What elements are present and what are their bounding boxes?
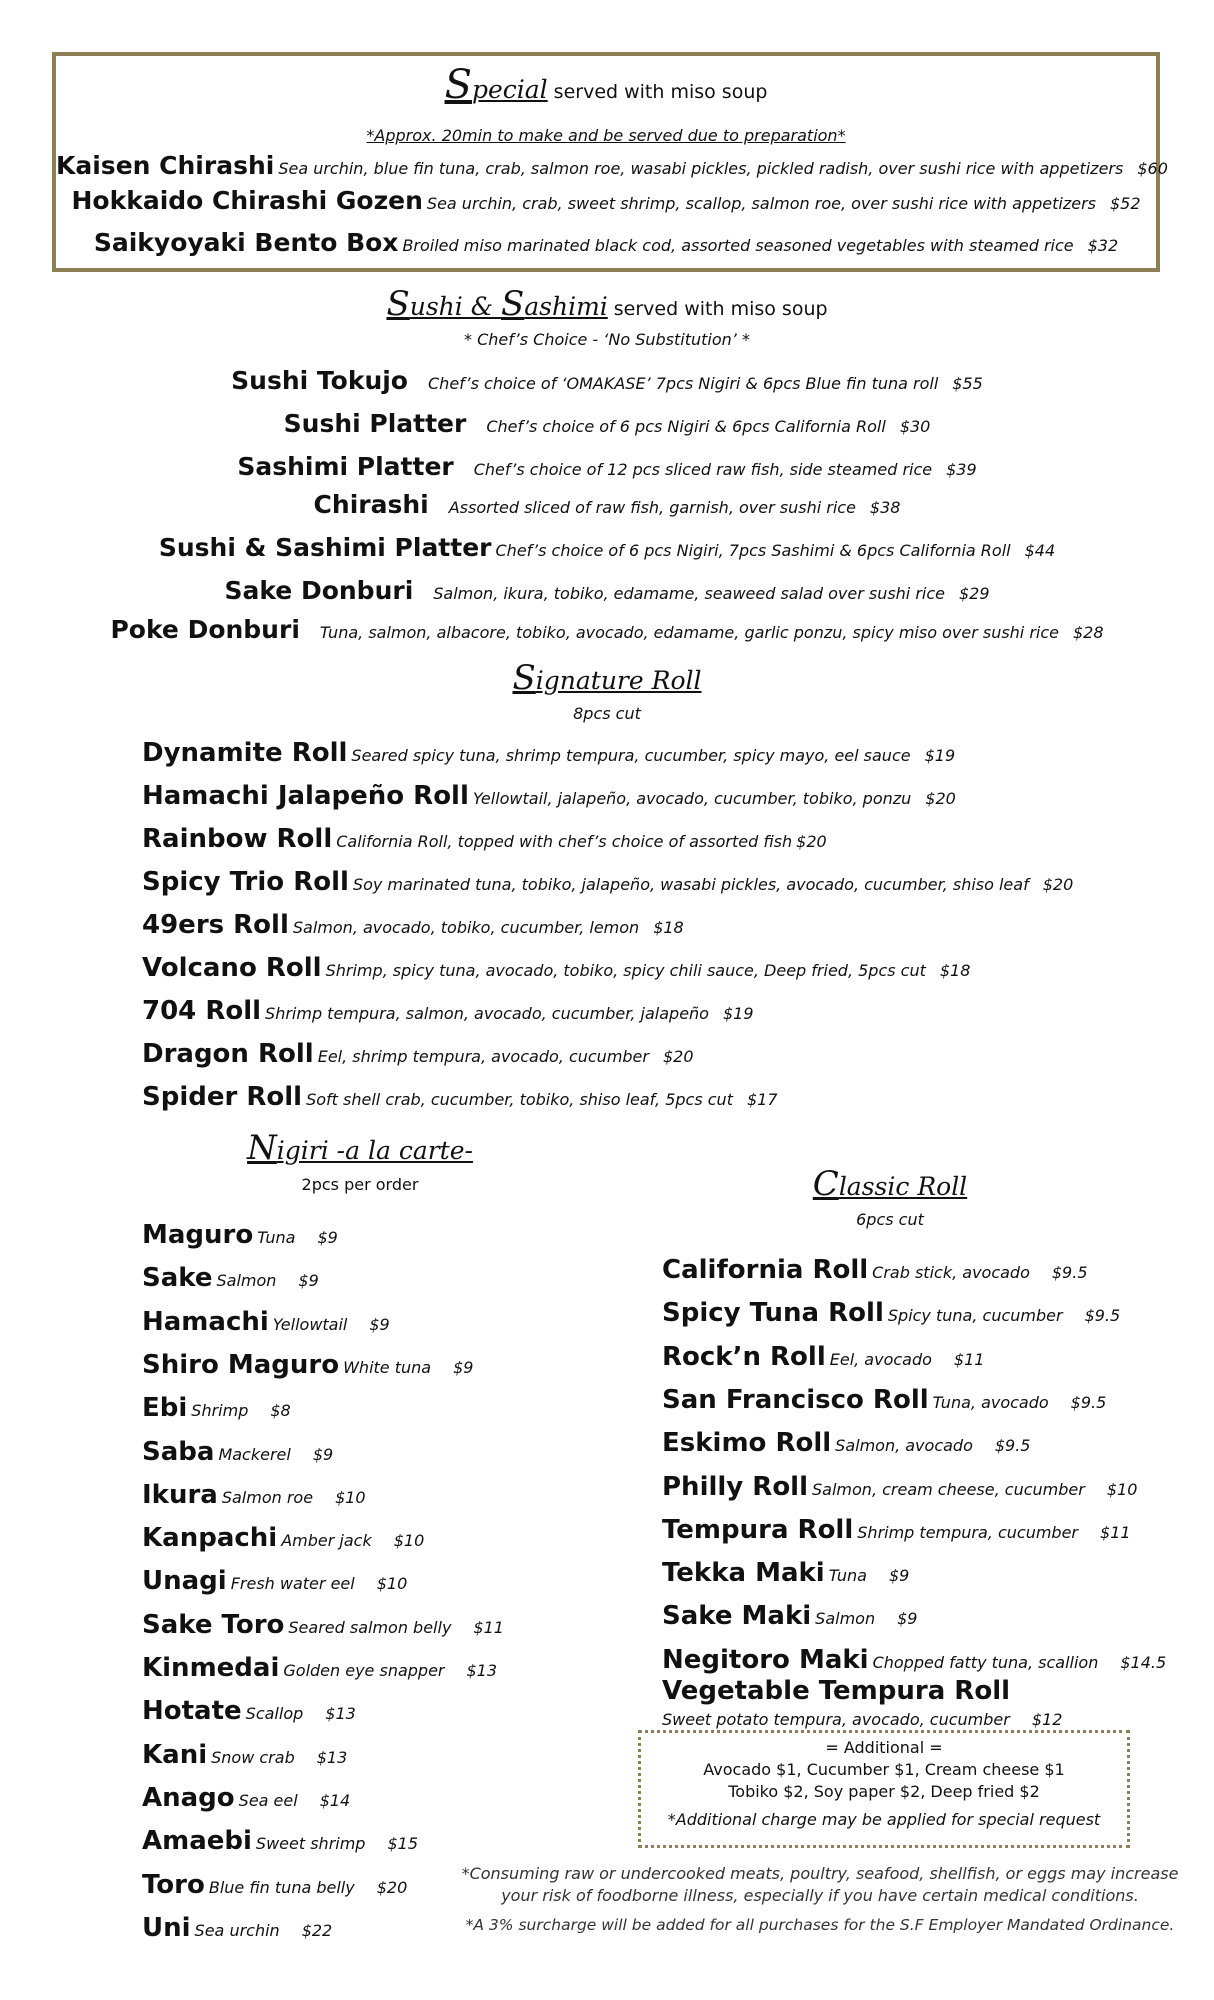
menu-item	[662, 1601, 917, 1631]
item-price: $9	[298, 1271, 319, 1291]
menu-item	[142, 1566, 407, 1596]
item-name: Kaisen Chirashi	[56, 151, 275, 180]
item-price: $52	[1109, 194, 1141, 213]
menu-item	[662, 1645, 1166, 1675]
menu-item	[142, 824, 827, 854]
item-price: $60	[1137, 159, 1168, 178]
item-name: Philly Roll	[662, 1471, 809, 1502]
item-price: $28	[1073, 623, 1104, 642]
item-name: Ikura	[142, 1479, 218, 1510]
menu-item	[0, 452, 1214, 481]
item-price: $11	[953, 1349, 985, 1369]
item-price: $20	[376, 1877, 408, 1897]
item-name: Dynamite Roll	[142, 738, 348, 768]
menu-item	[142, 1740, 347, 1770]
item-price: $9.5	[1051, 1263, 1088, 1282]
item-price: $19	[924, 746, 956, 765]
item-desc: Amber jack	[281, 1531, 372, 1551]
item-name: Kanpachi	[142, 1523, 278, 1554]
menu-item	[142, 738, 955, 768]
item-price: $10	[1106, 1479, 1138, 1499]
sushi-note: * Chef’s Choice - ‘No Substitution’ *	[464, 330, 750, 349]
item-price: $10	[393, 1531, 425, 1551]
item-desc: Shrimp tempura, salmon, avocado, cucumber, jalapeño	[265, 1004, 709, 1023]
special-section	[52, 52, 1168, 272]
item-name: Sushi Tokujo	[231, 366, 408, 395]
item-desc: Sea urchin	[194, 1920, 280, 1940]
item-name: Vegetable Tempura Roll	[662, 1676, 1011, 1706]
special-note: *Approx. 20min to make and be served due to preparation*	[366, 126, 846, 145]
item-desc: Chef’s choice of 12 pcs sliced raw fish, side steamed rice	[473, 460, 933, 479]
item-desc: Salmon, avocado, tobiko, cucumber, lemon	[292, 918, 640, 937]
item-name: Shiro Maguro	[142, 1349, 340, 1380]
item-name: Sake	[142, 1263, 213, 1294]
item-desc: Mackerel	[218, 1444, 291, 1464]
signature-note: 8pcs cut	[573, 704, 641, 723]
item-price: $13	[466, 1661, 498, 1680]
item-name: Rainbow Roll	[142, 824, 333, 854]
item-desc: Fresh water eel	[230, 1574, 355, 1594]
item-desc: Chopped fatty tuna, scallion	[872, 1652, 1099, 1672]
menu-item	[142, 1437, 333, 1467]
item-name: Sake Maki	[662, 1601, 812, 1632]
nigiri-title	[160, 1128, 560, 1168]
item-desc: Tuna, salmon, albacore, tobiko, avocado, edamame, garlic ponzu, spicy miso over sushi rice	[319, 623, 1059, 642]
item-price: $22	[301, 1920, 333, 1940]
item-price: $20	[662, 1047, 694, 1066]
additional-line: Avocado $1, Cucumber $1, Cream cheese $1	[703, 1760, 1065, 1779]
item-name: Spicy Tuna Roll	[662, 1298, 884, 1329]
item-price: $32	[1087, 236, 1119, 255]
item-price: $9.5	[1084, 1306, 1121, 1326]
item-name: Hamachi	[142, 1306, 269, 1337]
item-desc: Broiled miso marinated black cod, assorted seasoned vegetables with steamed rice	[402, 236, 1074, 255]
item-name: Hotate	[142, 1696, 242, 1727]
menu-item	[0, 490, 1214, 519]
menu-item	[0, 533, 1214, 562]
item-desc: Chef’s choice of 6 pcs Nigiri & 6pcs California Roll	[486, 417, 886, 436]
item-desc: Salmon roe	[221, 1487, 314, 1507]
sashimi-title-cap: S	[500, 284, 525, 324]
item-price: $18	[939, 961, 971, 980]
item-name: Kinmedai	[142, 1653, 280, 1683]
additional-note: *Additional charge may be applied for special request	[667, 1810, 1101, 1829]
item-price: $9	[312, 1444, 334, 1464]
item-desc: Sweet potato tempura, avocado, cucumber	[662, 1710, 1010, 1729]
menu-item	[142, 1082, 778, 1112]
item-price: $44	[1024, 541, 1056, 560]
item-desc: Sweet shrimp	[255, 1834, 366, 1854]
item-name: Chirashi	[313, 490, 429, 519]
item-price: $9	[369, 1314, 390, 1334]
menu-item	[142, 1480, 366, 1510]
item-name: Negitoro Maki	[662, 1644, 869, 1675]
item-desc: Sea eel	[238, 1790, 298, 1810]
menu-item	[662, 1676, 1010, 1706]
sushi-subtitle: served with miso soup	[613, 298, 828, 320]
item-desc: Assorted sliced of raw fish, garnish, over sushi rice	[448, 498, 856, 517]
item-desc: Tuna, avocado	[932, 1392, 1049, 1412]
menu-item	[142, 1696, 356, 1726]
item-price: $38	[869, 498, 901, 517]
menu-item	[142, 1913, 332, 1943]
menu-item	[662, 1342, 984, 1372]
item-price: $13	[325, 1704, 356, 1724]
item-desc: Salmon, ikura, tobiko, edamame, seaweed salad over sushi rice	[433, 584, 945, 603]
classic-title-rest: lassic Roll	[838, 1172, 968, 1201]
item-price: $20	[925, 789, 956, 808]
item-desc: Salmon	[216, 1271, 277, 1291]
item-name: Saba	[142, 1436, 215, 1467]
menu-item	[0, 576, 1214, 605]
item-desc: Soft shell crab, cucumber, tobiko, shiso leaf, 5pcs cut	[306, 1090, 733, 1109]
additional-line: Tobiko $2, Soy paper $2, Deep fried $2	[728, 1782, 1040, 1801]
item-price: $10	[335, 1487, 366, 1507]
item-desc: Sea urchin, blue fin tuna, crab, salmon roe, wasabi pickles, pickled radish, over sushi rice with appetizers	[278, 159, 1124, 178]
sashimi-title-rest: ashimi	[524, 292, 608, 321]
item-name: Spider Roll	[142, 1082, 303, 1112]
item-desc: Shrimp, spicy tuna, avocado, tobiko, spicy chili sauce, Deep fried, 5pcs cut	[325, 961, 926, 980]
item-name: Saikyoyaki Bento Box	[93, 228, 399, 257]
menu-item	[142, 1826, 418, 1856]
item-desc: Eel, shrimp tempura, avocado, cucumber	[317, 1047, 649, 1066]
menu-item-detail	[662, 1710, 1062, 1730]
raw-food-warning-2: your risk of foodborne illness, especially if you have certain medical conditions.	[501, 1886, 1139, 1905]
item-price: $17	[746, 1090, 778, 1109]
item-name: Ebi	[142, 1393, 188, 1424]
menu-item	[662, 1255, 1088, 1285]
item-name: Tekka Maki	[662, 1558, 825, 1589]
surcharge-note: *A 3% surcharge will be added for all purchases for the S.F Employer Mandated Ordinance.	[465, 1916, 1175, 1934]
item-name: Rock’n Roll	[662, 1341, 826, 1372]
item-price: $9	[897, 1609, 918, 1629]
item-price: $9.5	[994, 1436, 1031, 1456]
item-name: Sushi & Sashimi Platter	[158, 533, 492, 562]
item-desc: Blue fin tuna belly	[208, 1877, 355, 1897]
item-desc: Spicy tuna, cucumber	[887, 1306, 1063, 1326]
menu-item	[0, 409, 1214, 438]
menu-item	[662, 1298, 1120, 1328]
item-desc: Salmon, cream cheese, cucumber	[812, 1479, 1085, 1499]
item-name: Eskimo Roll	[662, 1428, 832, 1459]
item-name: California Roll	[662, 1255, 869, 1285]
sushi-title-cap: S	[386, 284, 410, 324]
item-name: San Francisco Roll	[662, 1384, 929, 1415]
menu-item	[56, 186, 1156, 215]
menu-item	[142, 953, 970, 983]
signature-title	[0, 658, 1214, 698]
item-desc: Salmon	[815, 1609, 876, 1629]
item-desc: Salmon, avocado	[835, 1436, 973, 1456]
item-desc: Seared spicy tuna, shrimp tempura, cucumber, spicy mayo, eel sauce	[351, 746, 911, 765]
item-desc: Sea urchin, crab, sweet shrimp, scallop, salmon roe, over sushi rice with appetizers	[426, 194, 1096, 213]
item-desc: Scallop	[245, 1704, 304, 1724]
item-price: $11	[473, 1617, 504, 1637]
item-name: Hamachi Jalapeño Roll	[142, 781, 469, 811]
menu-item	[662, 1558, 909, 1588]
menu-item	[142, 910, 684, 940]
item-desc: Shrimp	[191, 1401, 249, 1421]
item-name: Spicy Trio Roll	[142, 867, 349, 897]
special-title	[56, 62, 1156, 108]
item-desc: Golden eye snapper	[283, 1661, 445, 1680]
item-price: $20	[796, 832, 827, 851]
item-price: $30	[899, 417, 931, 436]
item-desc: Crab stick, avocado	[872, 1263, 1030, 1282]
item-name: Maguro	[142, 1220, 254, 1250]
item-name: Toro	[142, 1869, 205, 1900]
menu-item	[0, 615, 1214, 644]
sushi-title-rest: ushi &	[409, 292, 501, 321]
item-price: $19	[722, 1004, 754, 1023]
item-name: Kani	[142, 1739, 208, 1770]
menu-item	[142, 1263, 319, 1293]
item-price: $12	[1031, 1710, 1063, 1729]
item-price: $9.5	[1070, 1392, 1107, 1412]
item-desc: Chef’s choice of ‘OMAKASE’ 7pcs Nigiri & 6pcs Blue fin tuna roll	[428, 374, 939, 393]
additional-title: = Additional =	[825, 1738, 943, 1757]
item-price: $18	[653, 918, 684, 937]
menu-item	[662, 1385, 1106, 1415]
menu-item	[662, 1428, 1030, 1458]
item-desc: Shrimp tempura, cucumber	[857, 1522, 1079, 1542]
item-price: $9	[317, 1228, 338, 1247]
item-price: $39	[946, 460, 977, 479]
item-name: Uni	[142, 1912, 191, 1943]
menu-item	[142, 1653, 497, 1683]
special-title-cap: S	[444, 62, 472, 108]
item-name: Sake Toro	[142, 1609, 285, 1640]
item-price: $9	[453, 1357, 474, 1377]
item-desc: Tuna	[828, 1566, 867, 1586]
menu-item	[142, 1783, 350, 1813]
classic-title	[690, 1164, 1090, 1204]
sushi-sashimi-title	[0, 284, 1214, 324]
special-title-rest: pecial	[471, 75, 548, 104]
menu-item	[56, 228, 1156, 257]
item-name: Volcano Roll	[142, 953, 322, 983]
item-price: $11	[1100, 1522, 1131, 1542]
menu-item	[662, 1515, 1131, 1545]
item-name: Amaebi	[142, 1826, 252, 1857]
raw-food-warning: *Consuming raw or undercooked meats, poultry, seafood, shellfish, or eggs may increase	[461, 1864, 1179, 1883]
item-price: $29	[959, 584, 990, 603]
item-price: $14.5	[1120, 1652, 1167, 1672]
item-desc: Soy marinated tuna, tobiko, jalapeño, wasabi pickles, avocado, cucumber, shiso leaf	[352, 875, 1029, 894]
menu-item	[56, 151, 1168, 180]
item-price: $9	[888, 1566, 910, 1586]
item-price: $15	[387, 1834, 418, 1854]
nigiri-title-cap: N	[247, 1128, 277, 1168]
special-subtitle: served with miso soup	[553, 81, 768, 103]
item-price: $55	[952, 374, 983, 393]
item-name: Dragon Roll	[142, 1039, 314, 1069]
menu-item	[0, 366, 1214, 395]
menu-item	[142, 1610, 504, 1640]
menu-item	[142, 867, 1073, 897]
menu-item	[142, 1307, 390, 1337]
item-price: $10	[376, 1574, 408, 1594]
item-name: Poke Donburi	[110, 615, 300, 644]
menu-item	[142, 1523, 424, 1553]
item-name: Sashimi Platter	[237, 452, 454, 481]
item-price: $13	[316, 1747, 348, 1767]
menu-item	[142, 1870, 407, 1900]
item-name: Anago	[142, 1782, 235, 1813]
menu-item	[142, 1220, 338, 1250]
nigiri-note: 2pcs per order	[301, 1175, 419, 1194]
item-name: Unagi	[142, 1566, 227, 1597]
item-name: Tempura Roll	[662, 1514, 854, 1545]
item-desc: Yellowtail	[272, 1314, 348, 1334]
item-desc: White tuna	[343, 1357, 432, 1377]
item-desc: Yellowtail, jalapeño, avocado, cucumber, tobiko, ponzu	[472, 789, 912, 808]
menu-item	[142, 1393, 291, 1423]
classic-title-cap: C	[812, 1164, 839, 1204]
item-name: 49ers Roll	[142, 910, 289, 940]
item-price: $8	[270, 1401, 291, 1421]
nigiri-title-rest: igiri -a la carte-	[276, 1136, 473, 1165]
signature-title-cap: S	[512, 658, 536, 698]
classic-note: 6pcs cut	[856, 1210, 924, 1229]
menu-item	[662, 1472, 1137, 1502]
item-desc: Tuna	[257, 1228, 296, 1247]
additional-box	[638, 1730, 1130, 1848]
item-name: 704 Roll	[142, 996, 262, 1026]
item-price: $20	[1042, 875, 1074, 894]
item-name: Hokkaido Chirashi Gozen	[71, 186, 423, 215]
item-desc: Snow crab	[211, 1747, 295, 1767]
menu-item	[142, 996, 754, 1026]
menu-item	[142, 1350, 473, 1380]
item-desc: Eel, avocado	[829, 1349, 932, 1369]
item-desc: Seared salmon belly	[288, 1617, 452, 1637]
item-desc: Chef’s choice of 6 pcs Nigiri, 7pcs Sashimi & 6pcs California Roll	[495, 541, 1011, 560]
menu-item	[142, 781, 956, 811]
item-desc: California Roll, topped with chef’s choice of assorted fish	[336, 832, 793, 851]
item-price: $14	[319, 1790, 351, 1810]
item-name: Sake Donburi	[224, 576, 414, 605]
menu-item	[142, 1039, 694, 1069]
signature-title-rest: ignature Roll	[535, 666, 702, 695]
item-name: Sushi Platter	[283, 409, 467, 438]
